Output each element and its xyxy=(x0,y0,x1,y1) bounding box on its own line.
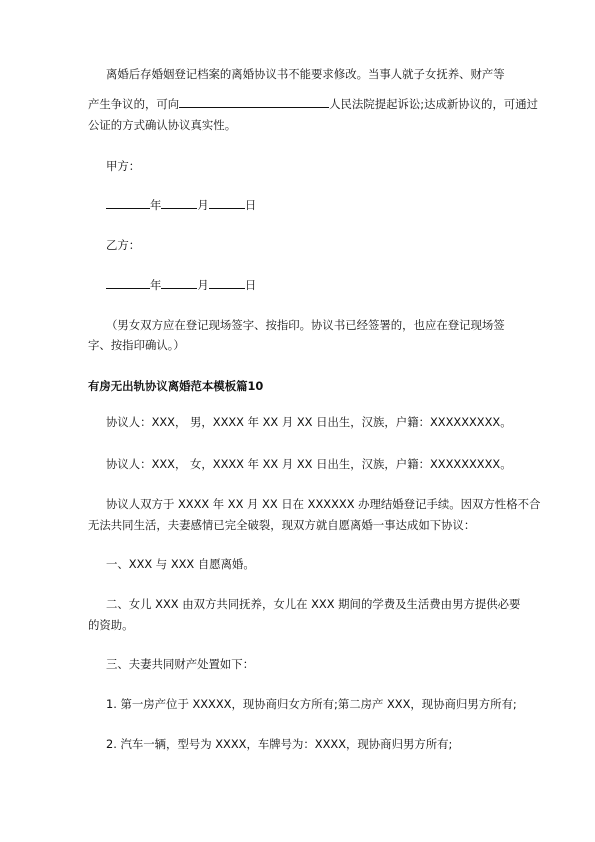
fill-blank xyxy=(161,197,197,209)
year-label: 年 xyxy=(150,198,162,212)
paragraph-line: 二、女儿 XXX 由双方共同抚养，女儿在 XXX 期间的学费及生活费由男方提供必要 xyxy=(106,597,521,611)
month-label: 月 xyxy=(197,278,209,292)
paragraph-line: 的资助。 xyxy=(88,618,134,632)
paragraph-line: 字、按指印确认。） xyxy=(88,338,185,352)
paragraph-line: 公证的方式确认协议真实性。 xyxy=(88,118,237,132)
paragraph-line: 协议人双方于 XXXX 年 XX 月 XX 日在 XXXXXX 办理结婚登记手续。因双方性格不合 xyxy=(106,497,541,511)
fill-blank xyxy=(179,96,329,108)
paragraph-line xyxy=(88,96,539,113)
fill-blank xyxy=(106,197,150,209)
paragraph-line: 协议人：XXX， 女，XXXX 年 XX 月 XX 日出生，汉族，户籍：XXXXXXXXX。 xyxy=(106,457,512,471)
date-line xyxy=(106,197,526,214)
text-segment: 产生争议的，可向 xyxy=(88,97,180,111)
text-segment: 人民法院提起诉讼;达成新协议的，可通过 xyxy=(329,97,539,111)
paragraph-line: 一、XXX 与 XXX 自愿离婚。 xyxy=(106,557,255,571)
paragraph-line: 三、夫妻共同财产处置如下： xyxy=(106,657,255,671)
list-item: 2. 汽车一辆，型号为 XXXX，车牌号为：XXXX，现协商归男方所有; xyxy=(106,737,453,751)
fill-blank xyxy=(106,277,150,289)
fill-blank xyxy=(161,277,197,289)
paragraph-line: 协议人：XXX， 男，XXXX 年 XX 月 XX 日出生，汉族，户籍：XXXXXXXXX。 xyxy=(106,415,512,429)
month-label: 月 xyxy=(197,198,209,212)
party-b-label: 乙方： xyxy=(106,238,141,252)
day-label: 日 xyxy=(244,278,257,292)
party-a-label: 甲方： xyxy=(106,159,141,173)
paragraph-line: 离婚后存婚姻登记档案的离婚协议书不能要求修改。当事人就子女抚养、财产等 xyxy=(106,67,505,81)
paragraph-line: （男女双方应在登记现场签字、按指印。协议书已经签署的，也应在登记现场签 xyxy=(106,318,505,332)
paragraph-line: 无法共同生活，夫妻感情已完全破裂，现双方就自愿离婚一事达成如下协议： xyxy=(88,518,476,532)
day-label: 日 xyxy=(244,198,257,212)
date-line xyxy=(106,277,526,294)
fill-blank xyxy=(209,197,245,209)
list-item: 1. 第一房产位于 XXXXX，现协商归女方所有;第二房产 XXX，现协商归男方所有; xyxy=(106,697,517,711)
section-heading: 有房无出轨协议离婚范本模板篇10 xyxy=(88,379,264,393)
fill-blank xyxy=(209,277,245,289)
year-label: 年 xyxy=(150,278,162,292)
